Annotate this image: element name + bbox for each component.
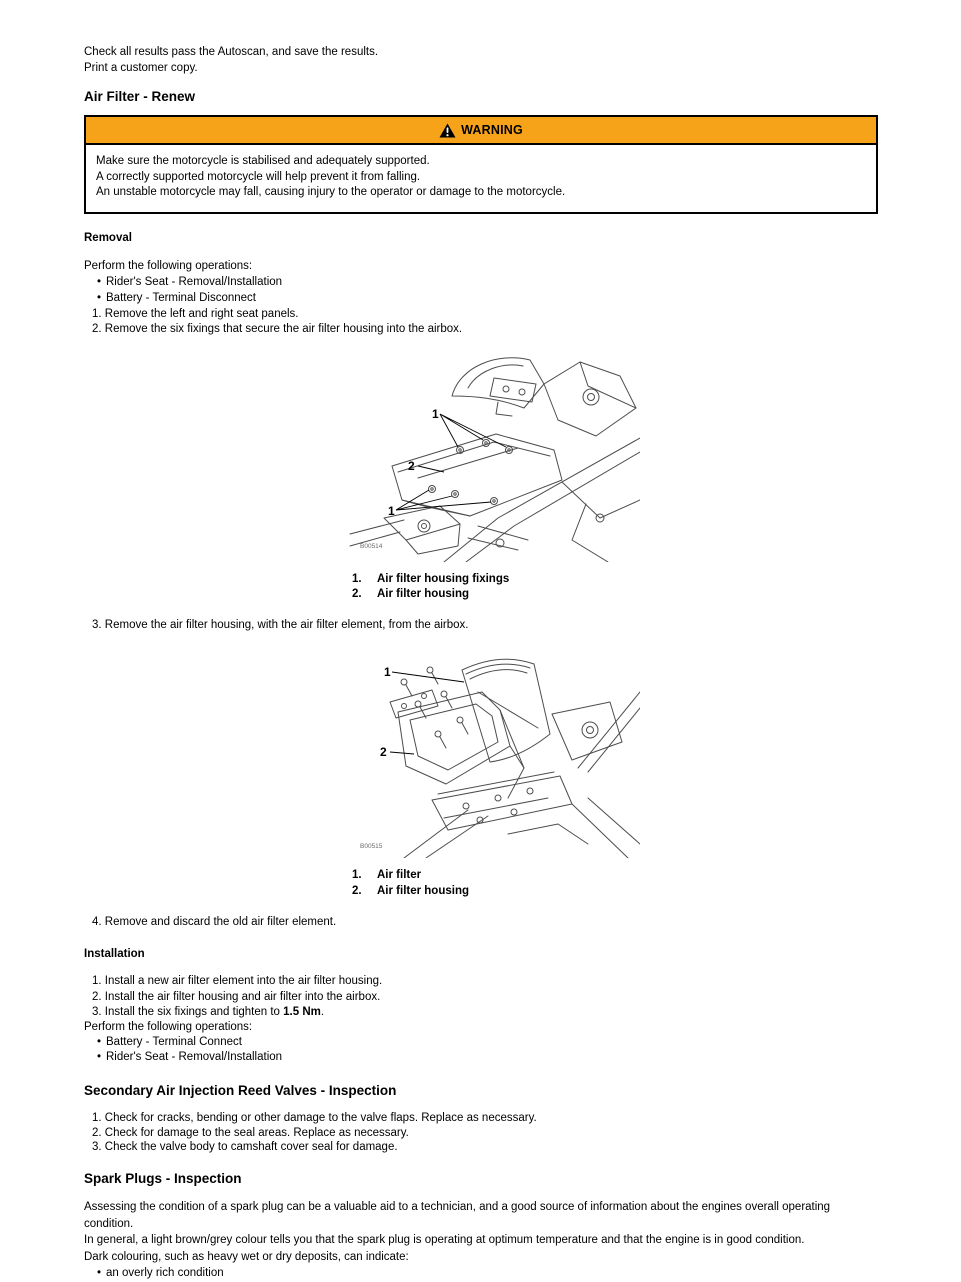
manual-page	[84, 44, 878, 1282]
removal-step-2: 2. Remove the six fixings that secure the air filter housing into the airbox.	[92, 322, 463, 335]
reed-valves-heading: Secondary Air Injection Reed Valves - Inspection	[84, 1082, 397, 1098]
removal-step-4: 4. Remove and discard the old air filter element.	[92, 916, 337, 929]
reed-valves-step-2: 2. Check for damage to the seal areas. Replace as necessary.	[92, 1126, 409, 1139]
figure1-caption-row-2	[352, 587, 878, 603]
warning-line-3: An unstable motorcycle may fall, causing injury to the operator or damage to the motorcycle.	[96, 186, 566, 198]
spark-plugs-heading: Spark Plugs - Inspection	[84, 1171, 242, 1187]
figure1-illustration	[348, 350, 640, 562]
installation-step-3-period: .	[320, 1005, 325, 1018]
figure2-caption-row-1	[352, 868, 878, 884]
caption-text: Air filter housing	[377, 588, 469, 601]
figure2-caption-row-2	[352, 884, 878, 900]
caption-text: Air filter housing fixings	[377, 572, 510, 585]
caption-text: Air filter	[377, 869, 422, 882]
spark-plugs-bullet-rich: • an overly rich condition	[84, 1265, 878, 1282]
figure-airbox-fixings	[348, 350, 640, 562]
caption-number: 2.	[352, 588, 362, 601]
intro-line-1: Check all results pass the Autoscan, and save the results.	[84, 46, 379, 58]
installation-step-3	[84, 1005, 878, 1020]
figure2-callout-2: 2	[380, 745, 387, 760]
warning-body	[86, 145, 876, 212]
spark-plugs-para-3: Dark colouring, such as heavy wet or dry deposits, can indicate:	[84, 1250, 409, 1263]
reed-valves-step-1: 1. Check for cracks, bending or other damage to the valve flaps. Replace as necessary.	[92, 1111, 537, 1124]
figure2-code: B00515	[360, 843, 383, 851]
caption-text: Air filter housing	[377, 884, 469, 897]
caption-number: 1.	[352, 869, 362, 882]
figure-air-filter-housing	[348, 648, 640, 858]
figure1-callout-1-top: 1	[432, 406, 439, 421]
warning-box	[84, 115, 878, 214]
figure1-callout-2: 2	[408, 458, 415, 473]
warning-triangle-icon	[439, 123, 456, 138]
spark-plugs-para-2: In general, a light brown/grey colour tells you that the spark plug is operating at optimum temperature and that the engine is in good condition.	[84, 1234, 805, 1247]
reed-valves-step-3: 3. Check the valve body to camshaft cover seal for damage.	[92, 1141, 398, 1154]
removal-step-1: 1. Remove the left and right seat panels.	[92, 307, 299, 320]
warning-header	[86, 117, 876, 145]
intro-line-2: Print a customer copy.	[84, 62, 198, 74]
removal-heading: Removal	[84, 231, 132, 244]
removal-perform-intro: Perform the following operations:	[84, 259, 253, 272]
figure2-caption	[352, 868, 878, 899]
torque-value: 1.5 Nm	[283, 1005, 321, 1018]
figure1-code: B00514	[360, 542, 383, 550]
caption-number: 2.	[352, 884, 362, 897]
removal-bullet-riders-seat: • Rider's Seat - Removal/Installation	[84, 274, 878, 291]
installation-perform-intro: Perform the following operations:	[84, 1020, 253, 1033]
installation-step-2: 2. Install the air filter housing and air filter into the airbox.	[92, 990, 381, 1003]
installation-step-1: 1. Install a new air filter element into the air filter housing.	[92, 975, 383, 988]
removal-bullet-battery: • Battery - Terminal Disconnect	[84, 290, 878, 307]
spark-plugs-para-1: Assessing the condition of a spark plug can be a valuable aid to a technician, and a good source of information about the engines overall operating condition.	[84, 1201, 831, 1230]
figure2-illustration	[348, 648, 640, 858]
installation-step-3-text: 3. Install the six fixings and tighten to	[92, 1005, 284, 1018]
warning-line-2: A correctly supported motorcycle will help prevent it from falling.	[96, 170, 421, 183]
warning-label: WARNING	[461, 123, 523, 137]
figure2-callout-1: 1	[384, 665, 391, 680]
installation-heading: Installation	[84, 948, 145, 961]
air-filter-heading: Air Filter - Renew	[84, 89, 196, 104]
warning-line-1: Make sure the motorcycle is stabilised and adequately supported.	[96, 155, 430, 167]
figure1-caption	[352, 572, 878, 603]
caption-number: 1.	[352, 572, 362, 585]
installation-bullet-battery: • Battery - Terminal Connect	[84, 1035, 878, 1051]
installation-bullet-riders-seat: • Rider's Seat - Removal/Installation	[84, 1050, 878, 1066]
figure1-callout-1-bottom: 1	[388, 503, 395, 518]
figure1-caption-row-1	[352, 572, 878, 588]
removal-step-3: 3. Remove the air filter housing, with the air filter element, from the airbox.	[92, 618, 469, 631]
